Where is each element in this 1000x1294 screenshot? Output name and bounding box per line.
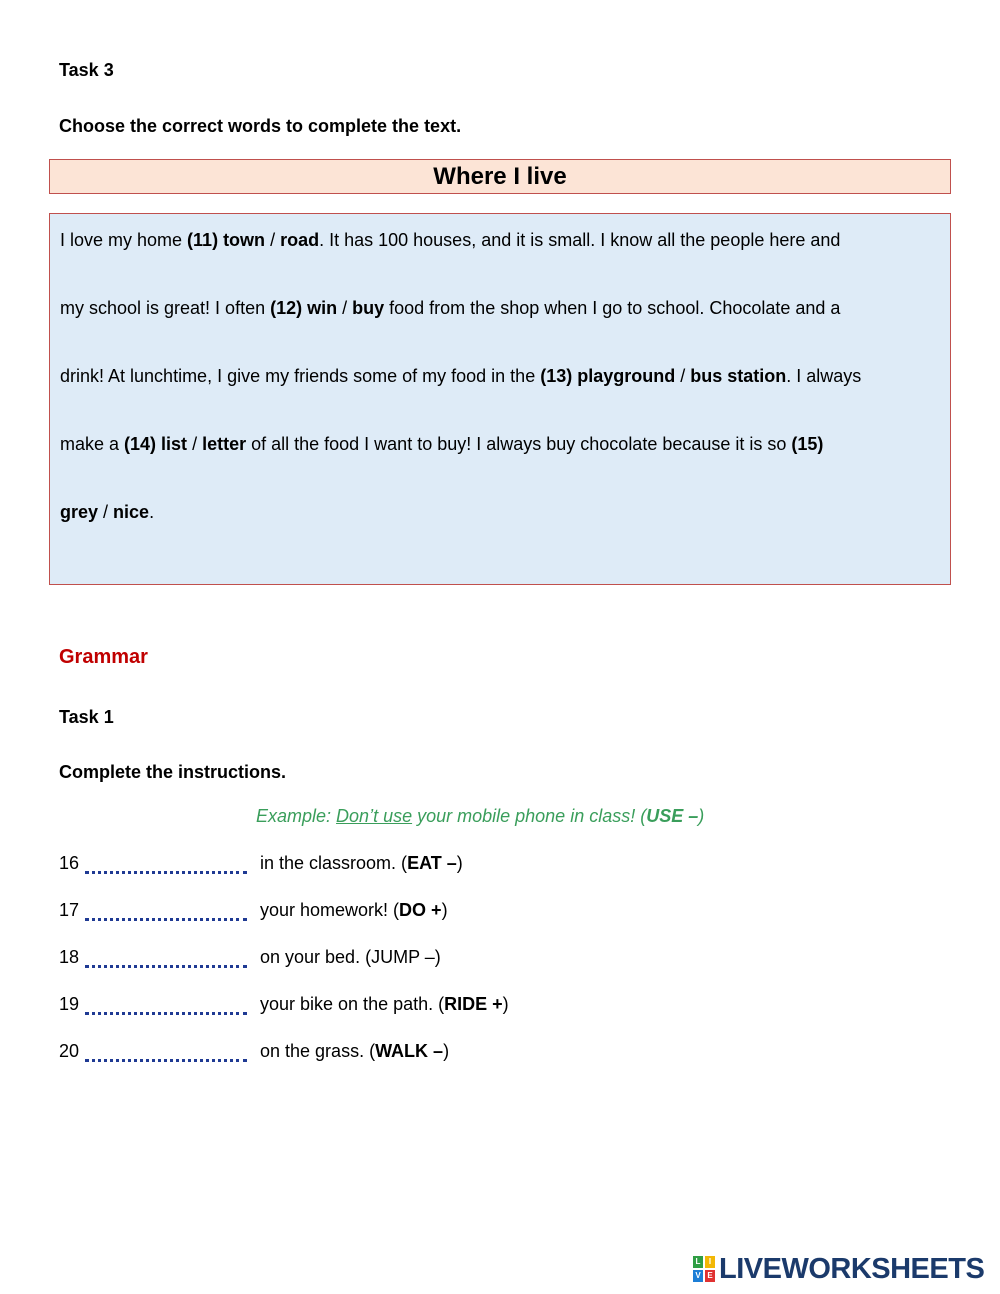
answer-option: (13) playground xyxy=(540,366,676,386)
answer-blank-input[interactable] xyxy=(85,898,247,921)
story-text: / xyxy=(675,366,691,386)
item-close-paren: ) xyxy=(456,853,463,873)
answer-blank-input[interactable] xyxy=(85,851,247,874)
exercise-item xyxy=(59,851,463,874)
grammar-section-title: Grammar xyxy=(59,646,148,668)
story-line xyxy=(60,230,840,251)
logo-mark-letter: L xyxy=(693,1256,703,1268)
answer-option: (11) town xyxy=(187,230,266,250)
story-text: of all the food I want to buy! I always buy chocolate because it is so xyxy=(246,434,792,454)
item-text: on your bed. ( xyxy=(255,947,372,967)
answer-option: nice xyxy=(113,502,150,522)
answer-option: road xyxy=(280,230,320,250)
item-close-paren: ) xyxy=(441,900,448,920)
story-text: food from the shop when I go to school. Chocolate and a xyxy=(384,298,841,318)
logo-mark-letter: I xyxy=(705,1256,715,1268)
example-verb: USE – xyxy=(646,806,699,826)
story-text: . It has 100 houses, and it is small. I know all the people here and xyxy=(319,230,841,250)
exercise-item xyxy=(59,898,448,921)
story-title: Where I live xyxy=(49,159,951,194)
example-answer: Don’t use xyxy=(336,806,413,826)
story-text: make a xyxy=(60,434,125,454)
answer-option: letter xyxy=(202,434,247,454)
story-line xyxy=(60,502,154,523)
story-line xyxy=(60,366,861,387)
item-text: in the classroom. ( xyxy=(255,853,408,873)
story-text: drink! At lunchtime, I give my friends some of my food in the xyxy=(60,366,541,386)
logo-mark-letter: E xyxy=(705,1270,715,1282)
answer-option: grey xyxy=(60,502,99,522)
example-suffix: ) xyxy=(698,806,705,826)
liveworksheets-logo xyxy=(693,1253,984,1285)
exercise-item xyxy=(59,992,509,1015)
item-verb-cue: EAT – xyxy=(407,853,457,873)
story-line xyxy=(60,434,823,455)
item-verb-cue: WALK – xyxy=(375,1041,444,1061)
item-close-paren: ) xyxy=(434,947,441,967)
answer-blank-input[interactable] xyxy=(85,945,247,968)
story-text: my school is great! I often xyxy=(60,298,271,318)
answer-blank-input[interactable] xyxy=(85,1039,247,1062)
task1-title: Task 1 xyxy=(59,707,114,727)
answer-blank-input[interactable] xyxy=(85,992,247,1015)
item-number: 16 xyxy=(59,853,80,873)
item-text: your bike on the path. ( xyxy=(255,994,445,1014)
item-verb-cue: RIDE + xyxy=(444,994,503,1014)
answer-option: (12) win xyxy=(270,298,338,318)
item-verb-cue: JUMP – xyxy=(371,947,435,967)
story-text: I love my home xyxy=(60,230,188,250)
item-number: 18 xyxy=(59,947,80,967)
story-text: / xyxy=(337,298,353,318)
item-number: 20 xyxy=(59,1041,80,1061)
task1-instruction: Complete the instructions. xyxy=(59,762,287,782)
story-text: / xyxy=(187,434,203,454)
answer-option: (14) list xyxy=(124,434,188,454)
answer-option: (15) xyxy=(791,434,824,454)
story-text-box xyxy=(49,213,951,585)
item-number: 19 xyxy=(59,994,80,1014)
story-line xyxy=(60,298,840,319)
exercise-item xyxy=(59,945,441,968)
story-text: / xyxy=(98,502,114,522)
item-close-paren: ) xyxy=(502,994,509,1014)
logo-mark-letter: V xyxy=(693,1270,703,1282)
story-text: . xyxy=(149,502,155,522)
example-sentence xyxy=(256,806,704,827)
exercise-item xyxy=(59,1039,449,1062)
task3-instruction: Choose the correct words to complete the text. xyxy=(59,116,462,136)
answer-option: bus station xyxy=(690,366,787,386)
item-text: on the grass. ( xyxy=(255,1041,376,1061)
example-middle: your mobile phone in class! ( xyxy=(412,806,647,826)
logo-text: LIVEWORKSHEETS xyxy=(719,1252,985,1285)
item-verb-cue: DO + xyxy=(399,900,442,920)
task3-title: Task 3 xyxy=(59,60,114,80)
answer-option: buy xyxy=(352,298,385,318)
logo-mark-icon xyxy=(693,1256,715,1282)
item-close-paren: ) xyxy=(443,1041,450,1061)
item-text: your homework! ( xyxy=(255,900,400,920)
item-number: 17 xyxy=(59,900,80,920)
story-text: / xyxy=(265,230,281,250)
example-prefix: Example: xyxy=(256,806,337,826)
story-text: . I always xyxy=(786,366,862,386)
